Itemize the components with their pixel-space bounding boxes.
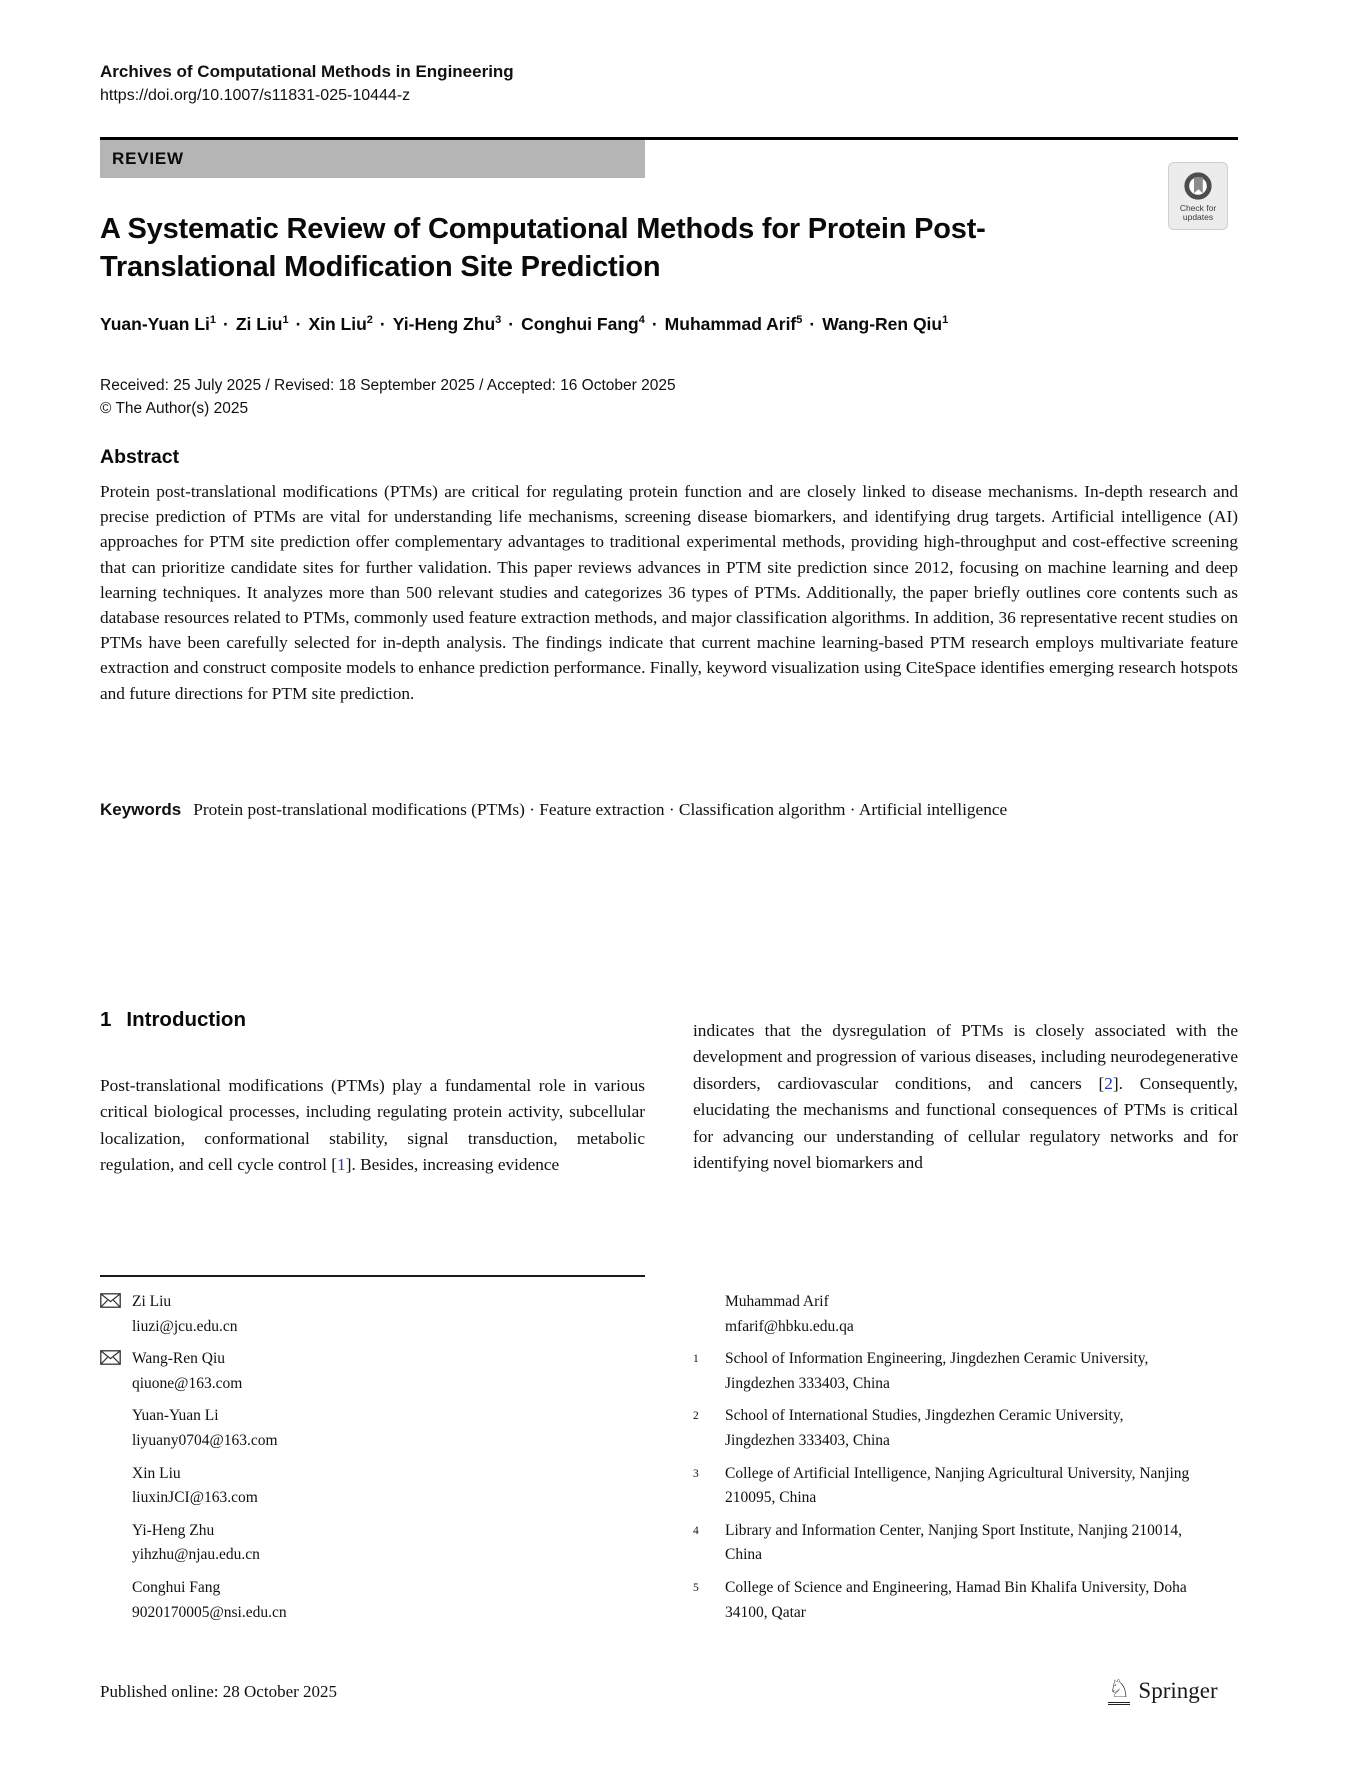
author: Conghui Fang$^4$ <box>521 314 645 334</box>
contact-name: Wang-Ren Qiu <box>132 1350 226 1368</box>
affiliation-entry <box>693 1576 1238 1625</box>
paragraph-text: ]. Besides, increasing evidence <box>345 1155 560 1175</box>
affiliation-number: 3 <box>693 1467 699 1480</box>
review-band <box>100 140 645 178</box>
author-separator: · <box>379 314 386 334</box>
affiliation-text: School of Information Engineering, Jingdezhen Ceramic University, Jingdezhen 333403, China <box>725 1350 1149 1392</box>
footnote-indent <box>693 1290 725 1339</box>
author-contact-entry <box>100 1519 645 1568</box>
journal-name: Archives of Computational Methods in Engineering <box>100 62 514 81</box>
copyright-line: © The Author(s) 2025 <box>100 400 249 417</box>
badge-text-line2: updates <box>1182 212 1214 222</box>
author: Zi Liu$^1$ <box>235 314 289 334</box>
author: Xin Liu$^2$ <box>308 314 373 334</box>
footnote-indent <box>100 1519 132 1568</box>
contact-email[interactable]: liuxinJCI@163.com <box>132 1489 258 1507</box>
author-separator: · <box>651 314 658 334</box>
contact-email[interactable]: qiuone@163.com <box>132 1374 243 1392</box>
footnote-indent <box>100 1576 132 1625</box>
authors-line <box>100 314 1238 335</box>
contact-name: Xin Liu <box>132 1464 181 1482</box>
contact-name: Conghui Fang <box>132 1578 221 1596</box>
author-separator: · <box>295 314 302 334</box>
footnote-indent <box>100 1462 132 1511</box>
corresponding-author-entry <box>100 1347 645 1396</box>
footnote-rule <box>100 1275 645 1277</box>
author: Muhammad Arif$^5$ <box>664 314 803 334</box>
published-online-line: Published online: 28 October 2025 <box>100 1682 338 1701</box>
springer-logo-icon: ♘ <box>1108 1674 1131 1703</box>
intro-paragraph-left <box>100 1073 645 1179</box>
paragraph-text: indicates that the dysregulation of PTMs is closely associated with the development and progression of various diseases, including neurodegenerative disorders, cardiovascular conditions, and cancers [ <box>693 1021 1238 1093</box>
contact-name: Yuan-Yuan Li <box>132 1407 219 1425</box>
author-contact-entry <box>693 1290 1238 1339</box>
footnote-indent <box>100 1404 132 1453</box>
affiliation-number: 1 <box>693 1353 699 1366</box>
abstract-text: Protein post-translational modifications (PTMs) are critical for regulating protein function and are closely linked to disease mechanisms. In-depth research and precise prediction of PTMs are vital for understanding life mechanisms, screening disease biomarkers, and identifying drug targets. Artificial intelligence (AI) approaches for PTM site prediction offer complementary advantages to traditional experimental methods, providing high-throughput and cost-effective screening that can prioritize candidate sites for further validation. This paper reviews advances in PTM site prediction since 2012, focusing on machine learning and deep learning techniques. It analyzes more than 500 relevant studies and categorizes 36 types of PTMs. Additionally, the paper briefly outlines core contents such as database resources related to PTMs, commonly used feature extraction methods, and major classification algorithms. In addition, 36 representative recent studies on PTMs have been carefully selected for in-depth analysis. The findings indicate that current machine learning-based PTM research employs multivariate feature extraction and construct composite models to enhance prediction performance. Finally, keyword visualization using CiteSpace identifies emerging research hotspots and future directions for PTM site prediction. <box>100 482 1238 703</box>
crossmark-icon <box>1182 170 1214 202</box>
contact-name: Yi-Heng Zhu <box>132 1521 215 1539</box>
contact-email[interactable]: liyuany0704@163.com <box>132 1431 278 1449</box>
section-number: 1 <box>100 1008 112 1031</box>
article-dates <box>100 374 676 420</box>
contact-email[interactable]: 9020170005@nsi.edu.cn <box>132 1603 287 1621</box>
abstract-heading: Abstract <box>100 446 180 468</box>
author: Yi-Heng Zhu$^3$ <box>392 314 502 334</box>
journal-header <box>100 60 514 108</box>
affiliation-number: 4 <box>693 1524 699 1537</box>
author-contact-entry <box>100 1462 645 1511</box>
affiliation-number: 2 <box>693 1410 699 1423</box>
affiliation-text: College of Artificial Intelligence, Nanjing Agricultural University, Nanjing 210095, China <box>725 1464 1190 1507</box>
author-separator: · <box>809 314 816 334</box>
author: Wang-Ren Qiu$^1$ <box>822 314 949 334</box>
section-title: Introduction <box>126 1008 246 1031</box>
reference-link-1[interactable]: 1 <box>337 1155 346 1175</box>
affiliation-entry <box>693 1462 1238 1511</box>
contact-email[interactable]: mfarif@hbku.edu.qa <box>725 1317 854 1335</box>
paragraph-text: Post-translational modifications (PTMs) play a fundamental role in various critical biological processes, including regulating protein activity, subcellular localization, conformational stability, signal transduction, metabolic regulation, and cell cycle control [ <box>100 1076 645 1175</box>
badge-text-line1: Check for <box>1179 202 1217 213</box>
affiliation-text: Library and Information Center, Nanjing Sport Institute, Nanjing 210014, China <box>725 1521 1182 1564</box>
affiliation-entry <box>693 1347 1238 1396</box>
author-separator: · <box>223 314 229 334</box>
contact-email[interactable]: yihzhu@njau.edu.cn <box>132 1546 260 1564</box>
corresponding-author-entry <box>100 1290 645 1339</box>
publisher-name: Springer <box>1138 1677 1218 1703</box>
contact-name: Zi Liu <box>132 1293 172 1310</box>
author-contact-entry <box>100 1404 645 1453</box>
doi-link[interactable]: https://doi.org/10.1007/s11831-025-10444-z <box>100 87 411 104</box>
contact-name: Muhammad Arif <box>725 1293 829 1310</box>
author-separator: · <box>508 314 515 334</box>
envelope-icon <box>100 1347 132 1396</box>
keywords-text: Protein post-translational modifications (PTMs) · Feature extraction · Classification algorithm · Artificial intelligence <box>193 800 1008 819</box>
affiliation-entry <box>693 1519 1238 1568</box>
keywords-label: Keywords <box>100 800 182 819</box>
author: Yuan-Yuan Li$^1$ <box>100 314 217 334</box>
page-title: A Systematic Review of Computational Methods for Protein Post-Translational Modification Site Prediction <box>100 213 986 283</box>
intro-paragraph-right <box>693 1018 1238 1176</box>
affiliation-entry <box>693 1404 1238 1453</box>
author-contact-entry <box>100 1576 645 1625</box>
contact-email[interactable]: liuzi@jcu.edu.cn <box>132 1317 238 1335</box>
check-for-updates-button[interactable] <box>1168 162 1228 230</box>
footnotes-right-column <box>693 1290 1238 1633</box>
reference-link-2[interactable]: 2 <box>1104 1073 1113 1093</box>
envelope-icon <box>100 1290 132 1339</box>
section-heading-introduction <box>100 1008 246 1032</box>
publisher-logo <box>1108 1676 1218 1705</box>
paragraph-text: ]. Consequently, elucidating the mechanisms and functional consequences of PTMs is critical for advancing our understanding of cellular regulatory networks and for identifying novel biomarkers and <box>693 1073 1238 1173</box>
article-type-label: REVIEW <box>112 149 184 168</box>
keywords-line <box>100 797 1238 823</box>
affiliation-number: 5 <box>693 1581 699 1594</box>
affiliation-text: College of Science and Engineering, Hamad Bin Khalifa University, Doha 34100, Qatar <box>725 1578 1187 1621</box>
received-line: Received: 25 July 2025 / Revised: 18 September 2025 / Accepted: 16 October 2025 <box>100 377 676 394</box>
footnotes-left-column <box>100 1290 645 1633</box>
affiliation-text: School of International Studies, Jingdezhen Ceramic University, Jingdezhen 333403, China <box>725 1407 1124 1449</box>
